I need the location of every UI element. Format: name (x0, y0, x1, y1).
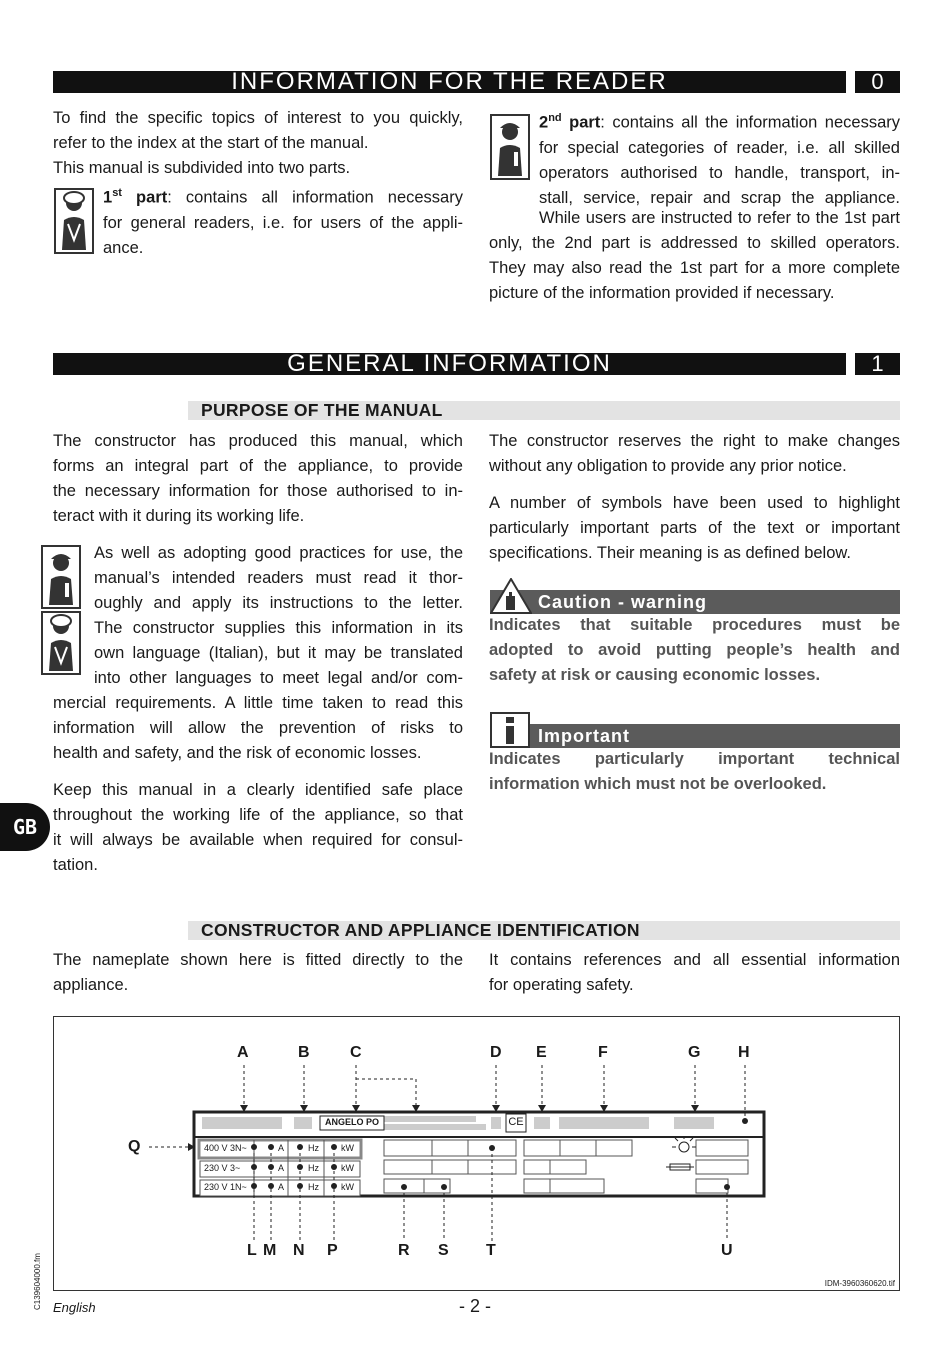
important-text: Indicates particularly important technical information which must not be overlooked. (489, 750, 900, 793)
amp-unit-1: A (278, 1143, 285, 1153)
purpose-left-para2a: As well as adopting good practices for use, the manual’s intended readers must read it thor- oughly and apply its instructions to the letter. The constructor supplies this information in its own language (Italian), but it may be translated into other languages to meet legal and/or com- (94, 544, 463, 687)
purpose-left-para3: Keep this manual in a clearly identified safe place throughout the working life of the appliance, so that it will always be available when required for consul- tation. (53, 781, 463, 874)
label-e: E (536, 1044, 547, 1061)
label-u: U (721, 1242, 733, 1259)
document-code: C139604000.fm (33, 1253, 42, 1310)
caution-text: Indicates that suitable procedures must be adopted to avoid putting people’s health and safety at risk or causing economic losses. (489, 616, 900, 684)
technician-icon-2 (41, 545, 81, 609)
label-s: S (438, 1242, 449, 1259)
technician-icon (490, 114, 530, 180)
voltage-row-2: 230 V 3~ (204, 1163, 241, 1173)
brand-logo: ANGELO PO (324, 1117, 379, 1127)
label-f: F (598, 1044, 608, 1061)
purpose-right-para1: The constructor reserves the right to make changes without any obligation to provide any prior notice. (489, 432, 900, 475)
label-a: A (237, 1044, 249, 1061)
label-b: B (298, 1044, 310, 1061)
purpose-left-para2b: mercial requirements. A little time taken to read this information will allow the prevention of risks to health and safety, and the risk of economic losses. (53, 694, 463, 762)
purpose-heading: PURPOSE OF THE MANUAL (188, 401, 900, 420)
label-l: L (247, 1242, 257, 1259)
label-c: C (350, 1044, 362, 1061)
label-t: T (486, 1242, 496, 1259)
label-h: H (738, 1044, 750, 1061)
nameplate-figure (53, 1016, 900, 1291)
figure-file-ref: IDM-3960360620.tif (824, 1279, 895, 1288)
amp-unit-3: A (278, 1182, 285, 1192)
label-g: G (688, 1044, 701, 1061)
chef-user-icon-2 (41, 611, 81, 675)
section-1-title: GENERAL INFORMATION (53, 353, 846, 375)
footer-language: English (53, 1300, 96, 1315)
language-tab: GB (0, 803, 50, 851)
warning-hand-icon (490, 578, 532, 614)
kw-unit-2: kW (341, 1163, 354, 1173)
kw-unit-1: kW (341, 1143, 354, 1153)
ident-left-text: The nameplate shown here is fitted directly to the appliance. (53, 951, 463, 994)
section-0-title: INFORMATION FOR THE READER (53, 71, 846, 93)
label-d: D (490, 1044, 502, 1061)
info-icon (490, 712, 530, 748)
purpose-left-para1: The constructor has produced this manual, which forms an integral part of the appliance, to provide the necessary information for those authorised to in- teract with it during its working life. (53, 432, 463, 525)
kw-unit-3: kW (341, 1182, 354, 1192)
part1-text: 1st part: contains all information necessary for general readers, i.e. for users of the appli- ance. (103, 187, 463, 257)
amp-unit-2: A (278, 1163, 285, 1173)
page-number: - 2 - (458, 1296, 491, 1316)
ident-right-text: It contains references and all essential information for operating safety. (489, 951, 900, 994)
label-m: M (263, 1242, 277, 1259)
hz-unit-3: Hz (308, 1182, 319, 1192)
important-banner: Important (490, 724, 900, 748)
part2-text: 2nd part: contains all the information necessary for special categories of reader, i.e. all skilled operators authorised to handle, transport, in- stall, service, repair and scrap the appliance. (539, 112, 900, 207)
chef-user-icon (54, 188, 94, 254)
label-r: R (398, 1242, 410, 1259)
hz-unit-2: Hz (308, 1163, 319, 1173)
label-q: Q (128, 1138, 141, 1155)
label-n: N (293, 1242, 305, 1259)
voltage-row-3: 230 V 1N~ (204, 1182, 247, 1192)
reader-right-text: While users are instructed to refer to the 1st part only, the 2nd part is addressed to skilled operators. They may also read the 1st part for a more complete picture of the information provided if necessary. (489, 209, 900, 302)
voltage-row-1: 400 V 3N~ (204, 1143, 247, 1153)
section-1-number: 1 (855, 353, 900, 375)
reader-left-text: To find the specific topics of interest to you quickly, refer to the index at the start of the manual. This manual is subdivided into two parts. (53, 109, 463, 177)
section-0-number: 0 (855, 71, 900, 93)
label-p: P (327, 1242, 338, 1259)
ident-heading: CONSTRUCTOR AND APPLIANCE IDENTIFICATION (188, 921, 900, 940)
caution-banner: Caution - warning (490, 590, 900, 614)
hz-unit-1: Hz (308, 1143, 319, 1153)
ce-mark: CE (508, 1116, 524, 1128)
purpose-right-para2: A number of symbols have been used to highlight particularly important parts of the text or important specifications. Their meaning is as defined below. (489, 494, 900, 562)
